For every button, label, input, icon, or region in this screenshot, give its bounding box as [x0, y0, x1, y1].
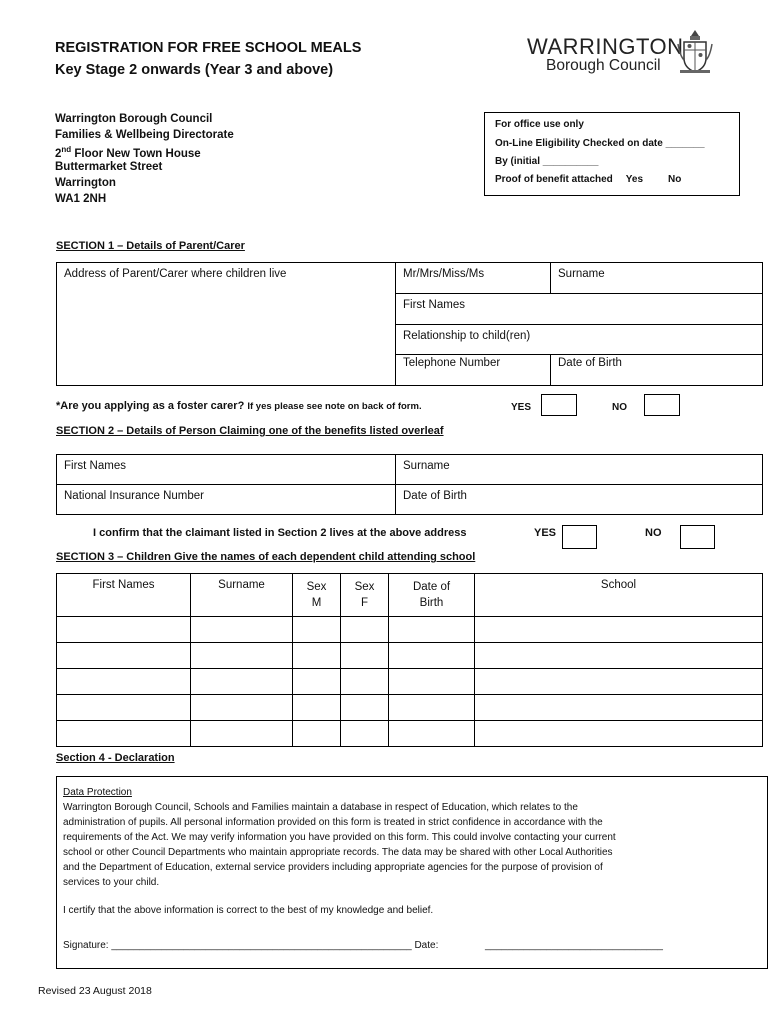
- data-protection-line: and the Department of Education, external service providers including appropriate agencies for the purpose of provision of: [63, 862, 603, 873]
- col-first-names: First Names: [57, 574, 191, 617]
- page-title: REGISTRATION FOR FREE SCHOOL MEALS: [55, 40, 362, 56]
- certify-statement: I certify that the above information is correct to the best of my knowledge and belief.: [63, 905, 434, 916]
- foster-no-checkbox[interactable]: [644, 394, 680, 416]
- child-surname-cell[interactable]: [191, 721, 293, 747]
- col-dob: Date of Birth: [389, 574, 475, 617]
- child-sex-m-cell[interactable]: [293, 617, 341, 643]
- children-table: [56, 573, 763, 747]
- data-protection-line: Warrington Borough Council, Schools and Families maintain a database in respect of Education, which relates to the: [63, 802, 578, 813]
- council-crest-icon: [676, 28, 714, 74]
- foster-question: *Are you applying as a foster carer? If yes please see note on back of form.: [56, 400, 422, 412]
- office-use-box: [484, 112, 740, 196]
- child-sex-f-cell[interactable]: [341, 695, 389, 721]
- data-protection-line: school or other Council Departments who maintain appropriate records. The data may be shared with other Local Authorities: [63, 847, 613, 858]
- section2-table: [56, 454, 763, 515]
- child-row: [57, 695, 763, 721]
- child-first-names-cell[interactable]: [57, 643, 191, 669]
- parent-address-field[interactable]: Address of Parent/Carer where children live: [57, 263, 396, 386]
- child-school-cell[interactable]: [475, 669, 763, 695]
- data-protection-line: services to your child.: [63, 877, 160, 888]
- logo-subtitle: Borough Council: [546, 57, 661, 74]
- data-protection-title: Data Protection: [63, 787, 132, 798]
- declaration-box: [56, 776, 768, 969]
- confirm-yes-label: YES: [534, 527, 557, 539]
- address-line-1: Warrington Borough Council: [55, 113, 213, 125]
- child-sex-f-cell[interactable]: [341, 721, 389, 747]
- section1-table: [56, 262, 763, 386]
- child-first-names-cell[interactable]: [57, 617, 191, 643]
- child-sex-m-cell[interactable]: [293, 643, 341, 669]
- child-school-cell[interactable]: [475, 643, 763, 669]
- child-surname-cell[interactable]: [191, 617, 293, 643]
- col-sex-f: Sex F: [341, 574, 389, 617]
- child-dob-cell[interactable]: [389, 643, 475, 669]
- address-line-5: Warrington: [55, 177, 116, 189]
- address-line-3: 2nd Floor New Town House: [55, 145, 201, 160]
- address-line-4: Buttermarket Street: [55, 161, 163, 173]
- page-subtitle: Key Stage 2 onwards (Year 3 and above): [55, 62, 334, 78]
- claimant-confirm-text: I confirm that the claimant listed in Section 2 lives at the above address: [93, 527, 467, 539]
- section3-heading: SECTION 3 – Children Give the names of each dependent child attending school: [56, 551, 476, 563]
- confirm-no-label: NO: [645, 527, 662, 539]
- child-sex-m-cell[interactable]: [293, 695, 341, 721]
- child-sex-f-cell[interactable]: [341, 643, 389, 669]
- address-line-2: Families & Wellbeing Directorate: [55, 129, 234, 141]
- address-line-6: WA1 2NH: [55, 193, 107, 205]
- parent-relationship-field[interactable]: Relationship to child(ren): [396, 325, 763, 355]
- foster-yes-label: YES: [511, 402, 532, 413]
- child-row: [57, 721, 763, 747]
- child-surname-cell[interactable]: [191, 669, 293, 695]
- confirm-no-checkbox[interactable]: [680, 525, 715, 549]
- col-school: School: [475, 574, 763, 617]
- child-dob-cell[interactable]: [389, 721, 475, 747]
- data-protection-line: requirements of the Act. We may verify information you have provided on this form. This could involve contacting your current: [63, 832, 616, 843]
- parent-dob-field[interactable]: Date of Birth: [551, 355, 763, 386]
- child-sex-f-cell[interactable]: [341, 669, 389, 695]
- child-dob-cell[interactable]: [389, 669, 475, 695]
- child-row: [57, 643, 763, 669]
- child-row: [57, 617, 763, 643]
- foster-yes-checkbox[interactable]: [541, 394, 577, 416]
- child-first-names-cell[interactable]: [57, 721, 191, 747]
- office-initial-line: By (initial __________: [495, 156, 599, 167]
- child-surname-cell[interactable]: [191, 643, 293, 669]
- col-surname: Surname: [191, 574, 293, 617]
- parent-first-names-field[interactable]: First Names: [396, 294, 763, 325]
- child-surname-cell[interactable]: [191, 695, 293, 721]
- claimant-surname-field[interactable]: Surname: [396, 455, 763, 485]
- parent-title-field[interactable]: Mr/Mrs/Miss/Ms: [396, 263, 551, 294]
- col-sex-m: Sex M: [293, 574, 341, 617]
- child-row: [57, 669, 763, 695]
- section1-heading: SECTION 1 – Details of Parent/Carer: [56, 240, 245, 252]
- date-line[interactable]: ________________________________: [485, 940, 663, 951]
- logo-name: WARRINGTON: [527, 34, 684, 59]
- child-dob-cell[interactable]: [389, 695, 475, 721]
- parent-telephone-field[interactable]: Telephone Number: [396, 355, 551, 386]
- section2-heading: SECTION 2 – Details of Person Claiming one of the benefits listed overleaf: [56, 425, 444, 437]
- child-sex-f-cell[interactable]: [341, 617, 389, 643]
- data-protection-line: administration of pupils. All personal information provided on this form is treated in strict confidence in accordance with the: [63, 817, 603, 828]
- section4-heading: Section 4 - Declaration: [56, 752, 175, 764]
- office-eligibility-line: On-Line Eligibility Checked on date _______: [495, 138, 705, 149]
- confirm-yes-checkbox[interactable]: [562, 525, 597, 549]
- child-sex-m-cell[interactable]: [293, 721, 341, 747]
- signature-line[interactable]: Signature: ______________________________________________________ Date:: [63, 940, 439, 951]
- child-school-cell[interactable]: [475, 721, 763, 747]
- claimant-first-names-field[interactable]: First Names: [57, 455, 396, 485]
- parent-surname-field[interactable]: Surname: [551, 263, 763, 294]
- office-title: For office use only: [495, 119, 584, 130]
- child-dob-cell[interactable]: [389, 617, 475, 643]
- foster-no-label: NO: [612, 402, 627, 413]
- claimant-ni-field[interactable]: National Insurance Number: [57, 485, 396, 515]
- child-first-names-cell[interactable]: [57, 695, 191, 721]
- child-first-names-cell[interactable]: [57, 669, 191, 695]
- child-school-cell[interactable]: [475, 617, 763, 643]
- revised-date: Revised 23 August 2018: [38, 985, 152, 997]
- child-school-cell[interactable]: [475, 695, 763, 721]
- child-sex-m-cell[interactable]: [293, 669, 341, 695]
- claimant-dob-field[interactable]: Date of Birth: [396, 485, 763, 515]
- office-proof-line: Proof of benefit attached Yes No: [495, 174, 682, 185]
